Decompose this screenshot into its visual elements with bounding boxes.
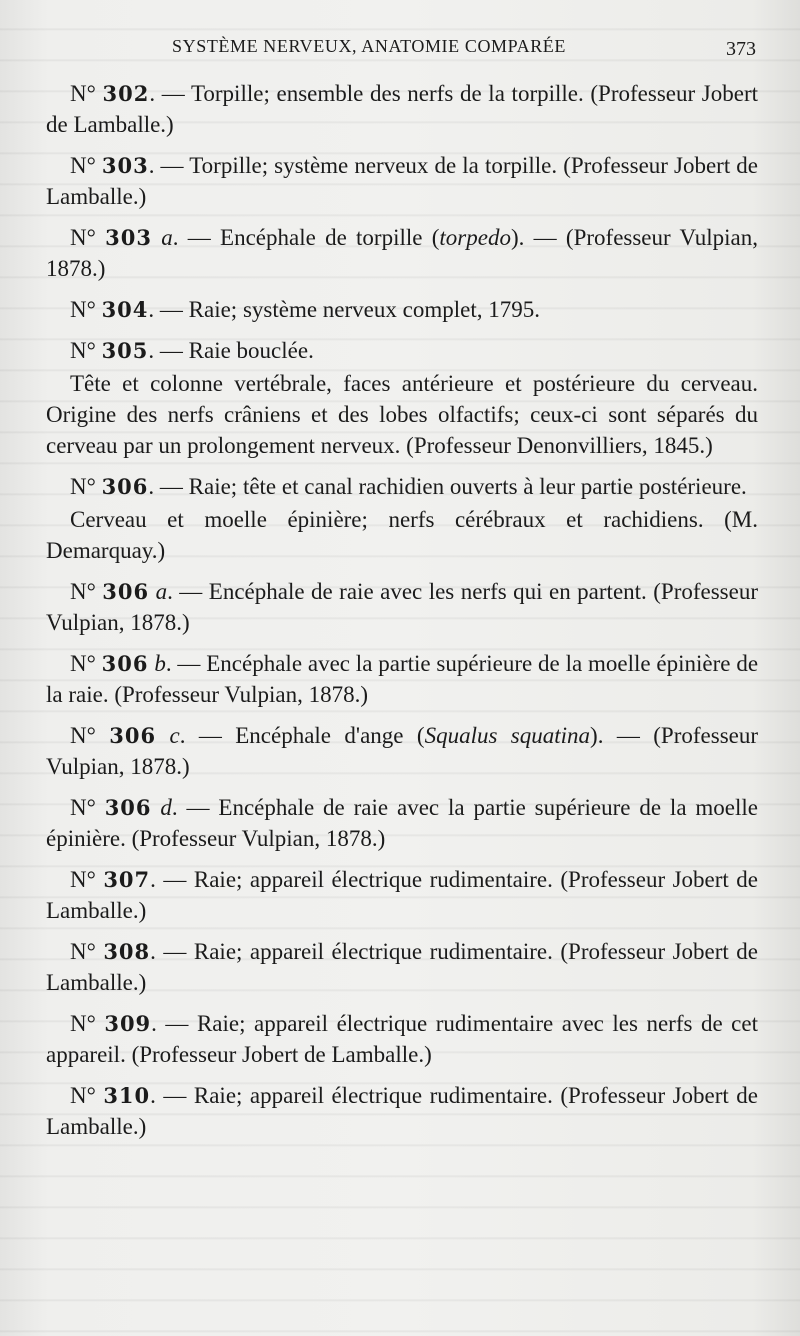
catalogue-entry — [46, 936, 758, 998]
entry-paragraph — [46, 648, 758, 710]
entry-letter: a — [155, 579, 168, 604]
entry-text: . — Encéphale d'ange ( — [179, 723, 425, 748]
entry-text: . — Encéphale de raie avec les nerfs qui en partent. (Professeur Vulpian, 1878.) — [46, 579, 758, 635]
catalogue-entry — [46, 1008, 758, 1070]
entry-text: . — Encéphale de raie avec la partie supérieure de la moelle épinière. (Professeur Vulpian, 1878.) — [46, 795, 758, 851]
entry-letter: c — [169, 723, 180, 748]
catalogue-entry — [46, 1080, 758, 1142]
entry-no-label: N° — [70, 795, 96, 820]
catalogue-entry — [46, 864, 758, 926]
entry-paragraph — [46, 150, 758, 212]
entry-species-name: torpedo — [439, 225, 511, 250]
entry-text: . — Raie bouclée. — [148, 338, 314, 363]
entry-number: 303 — [101, 153, 149, 178]
entry-number: 306 — [101, 651, 149, 676]
entry-letter: d — [160, 795, 172, 820]
catalogue-entry — [46, 792, 758, 854]
catalogue-entry — [46, 648, 758, 710]
entry-no-label: N° — [70, 297, 96, 322]
catalogue-entry — [46, 78, 758, 140]
catalogue-entry — [46, 471, 758, 566]
entry-letter: a — [161, 225, 173, 250]
entry-text: . — Raie; appareil électrique rudimentaire avec les nerfs de cet appareil. (Professeur Jobert de Lamballe.) — [46, 1011, 758, 1067]
entry-no-label: N° — [70, 153, 96, 178]
entry-description: Tête et colonne vertébrale, faces antérieure et postérieure du cerveau. Origine des nerfs crâniens et des lobes olfactifs; ceux-ci sont séparés du cerveau par un prolongement nerveux. (Professeur Denonvilliers, 1845.) — [46, 371, 758, 458]
entry-number: 309 — [104, 1011, 152, 1036]
page-number: 373 — [726, 38, 756, 60]
entry-paragraph — [46, 335, 758, 366]
entry-text: . — Encéphale de torpille ( — [172, 225, 440, 250]
entry-paragraph — [46, 294, 758, 325]
entry-number: 307 — [103, 867, 151, 892]
running-title: SYSTÈME NERVEUX, ANATOMIE COMPARÉE — [172, 36, 566, 56]
entry-text: . — Raie; appareil électrique rudimentaire. (Professeur Jobert de Lamballe.) — [46, 867, 759, 923]
entry-text: . — Encéphale avec la partie supérieure de la moelle épinière de la raie. (Professeur Vulpian, 1878.) — [46, 651, 759, 707]
entry-no-label: N° — [70, 579, 96, 604]
entry-number: 306 — [102, 579, 150, 604]
entry-no-label: N° — [70, 651, 96, 676]
entry-number: 305 — [101, 338, 149, 363]
entry-number: 306 — [109, 723, 157, 748]
entry-paragraph — [46, 1008, 758, 1070]
entry-no-label: N° — [70, 939, 96, 964]
entry-paragraph — [46, 1080, 758, 1142]
entry-no-label: N° — [70, 1083, 96, 1108]
entry-no-label: N° — [70, 225, 96, 250]
entry-paragraph — [46, 864, 758, 926]
entry-number: 304 — [101, 297, 149, 322]
entry-text: . — Raie; appareil électrique rudimentaire. (Professeur Jobert de Lamballe.) — [46, 939, 759, 995]
catalogue-entries — [46, 78, 758, 1152]
entry-species-name: Squalus squatina — [424, 723, 591, 748]
catalogue-entry — [46, 150, 758, 212]
entry-text-end: ). — (Professeur Vulpian, 1878.) — [46, 225, 758, 281]
entry-text-end: ). — (Professeur Vulpian, 1878.) — [46, 723, 759, 779]
catalogue-entry — [46, 576, 758, 638]
entry-no-label: N° — [70, 81, 96, 106]
catalogue-entry — [46, 294, 758, 325]
entry-text: . — Raie; appareil électrique rudimentaire. (Professeur Jobert de Lamballe.) — [46, 1083, 759, 1139]
entry-no-label: N° — [70, 474, 96, 499]
catalogue-entry — [46, 720, 758, 782]
entry-paragraph — [46, 576, 758, 638]
entry-number: 306 — [104, 795, 152, 820]
entry-paragraph — [46, 720, 758, 782]
entry-no-label: N° — [70, 1011, 96, 1036]
entry-paragraph — [46, 222, 758, 284]
entry-no-label: N° — [70, 867, 96, 892]
entry-letter: b — [154, 651, 166, 676]
entry-no-label: N° — [70, 723, 96, 748]
catalogue-entry — [46, 335, 758, 461]
entry-text: . — Torpille; système nerveux de la torpille. (Professeur Jobert de Lamballe.) — [46, 153, 759, 209]
entry-paragraph — [46, 936, 758, 998]
entry-number: 302 — [102, 81, 150, 106]
page-header — [0, 34, 800, 64]
entry-description: Cerveau et moelle épinière; nerfs cérébraux et rachidiens. (M. Demarquay.) — [46, 507, 758, 563]
entry-text: . — Raie; tête et canal rachidien ouverts à leur partie postérieure. — [148, 474, 747, 499]
catalogue-entry — [46, 222, 758, 284]
entry-text: . — Torpille; ensemble des nerfs de la torpille. (Professeur Jobert de Lamballe.) — [46, 81, 759, 137]
entry-number: 308 — [103, 939, 151, 964]
entry-paragraph — [46, 78, 758, 140]
entry-no-label: N° — [70, 338, 96, 363]
entry-paragraph — [46, 471, 758, 502]
entry-number: 310 — [103, 1083, 151, 1108]
entry-paragraph — [46, 792, 758, 854]
entry-text: . — Raie; système nerveux complet, 1795. — [148, 297, 540, 322]
entry-number: 303 — [105, 225, 152, 250]
entry-number: 306 — [101, 474, 149, 499]
